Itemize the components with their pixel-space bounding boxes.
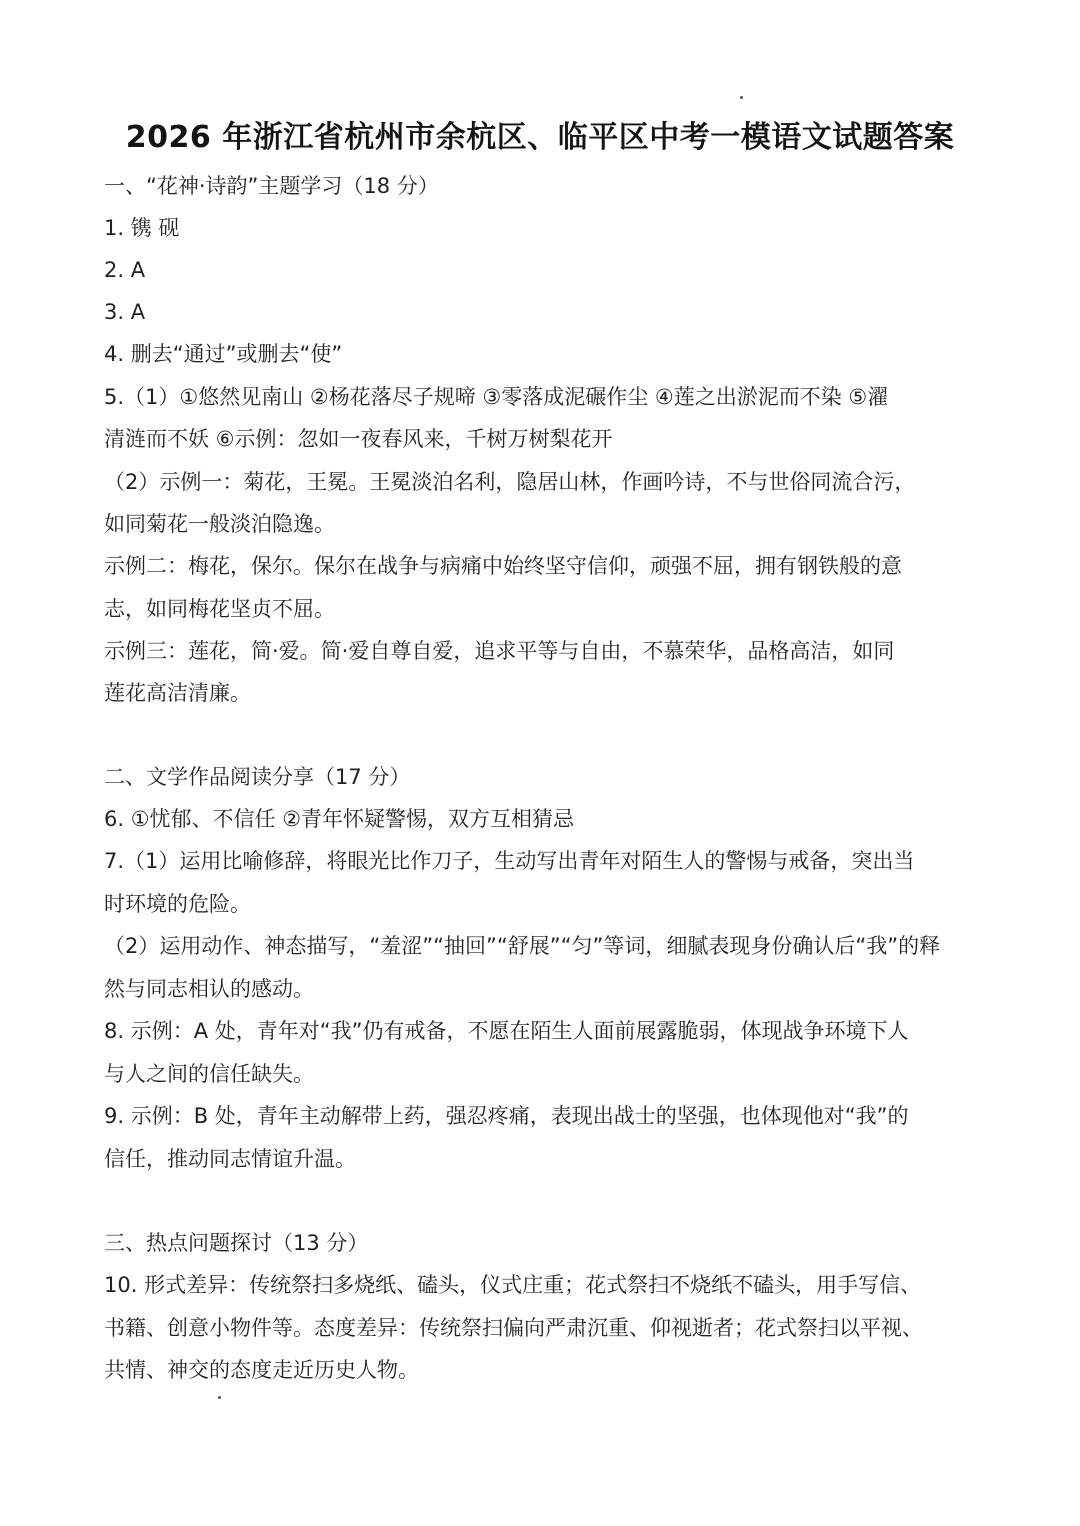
- answer-line: 示例三：莲花，简·爱。简·爱自尊自爱，追求平等与自由，不慕荣华，品格高洁，如同: [104, 639, 895, 663]
- answer-line: 志，如同梅花坚贞不屈。: [104, 597, 335, 621]
- section-heading: 一、“花神·诗韵”主题学习（18 分）: [104, 174, 439, 198]
- answer-line: 书籍、创意小物件等。态度差异：传统祭扫偏向严肃沉重、仰视逝者；花式祭扫以平视、: [104, 1316, 923, 1340]
- answer-line: 信任，推动同志情谊升温。: [104, 1147, 356, 1171]
- answer-line: 时环境的危险。: [104, 892, 251, 916]
- answer-line: 3. A: [104, 300, 146, 324]
- answer-line: 如同菊花一般淡泊隐逸。: [104, 512, 335, 536]
- answer-line: 共情、神交的态度走近历史人物。: [104, 1358, 419, 1382]
- document-title: 2026 年浙江省杭州市余杭区、临平区中考一模语文试题答案: [125, 120, 955, 155]
- scan-speck: [740, 96, 743, 99]
- answer-line: 7.（1）运用比喻修辞，将眼光比作刀子，生动写出青年对陌生人的警惕与戒备，突出当: [104, 849, 915, 873]
- answer-line: （2）示例一：菊花，王冕。王冕淡泊名利，隐居山林，作画吟诗，不与世俗同流合污，: [104, 470, 916, 494]
- answer-line: 1. 镌 砚: [104, 216, 180, 240]
- answer-line: 然与同志相认的感动。: [104, 977, 314, 1001]
- answer-line: 8. 示例：A 处，青年对“我”仍有戒备，不愿在陌生人面前展露脆弱，体现战争环境下人: [104, 1019, 909, 1043]
- answer-line: 莲花高洁清廉。: [104, 681, 251, 705]
- answer-line: 4. 删去“通过”或删去“使”: [104, 342, 343, 366]
- answer-line: 5.（1）①悠然见南山 ②杨花落尽子规啼 ③零落成泥碾作尘 ④莲之出淤泥而不染 ⑤濯: [104, 385, 889, 409]
- answer-line: 与人之间的信任缺失。: [104, 1062, 314, 1086]
- answer-line: 10. 形式差异：传统祭扫多烧纸、磕头，仪式庄重；花式祭扫不烧纸不磕头，用手写信、: [104, 1273, 922, 1297]
- section-heading: 三、热点问题探讨（13 分）: [104, 1231, 369, 1255]
- answer-line: 9. 示例：B 处，青年主动解带上药，强忍疼痛，表现出战士的坚强，也体现他对“我”的: [104, 1104, 909, 1128]
- section-heading: 二、文学作品阅读分享（17 分）: [104, 765, 411, 789]
- answer-line: 清涟而不妖 ⑥示例：忽如一夜春风来，千树万树梨花开: [104, 427, 613, 451]
- answer-line: （2）运用动作、神态描写，“羞涩”“抽回”“舒展”“匀”等词，细腻表现身份确认后“我”的释: [104, 934, 941, 958]
- answer-line: 示例二：梅花，保尔。保尔在战争与病痛中始终坚守信仰，顽强不屈，拥有钢铁般的意: [104, 554, 902, 578]
- answer-line: 2. A: [104, 258, 146, 282]
- answer-line: 6. ①忧郁、不信任 ②青年怀疑警惕，双方互相猜忌: [104, 807, 575, 831]
- scan-speck: [218, 1396, 221, 1399]
